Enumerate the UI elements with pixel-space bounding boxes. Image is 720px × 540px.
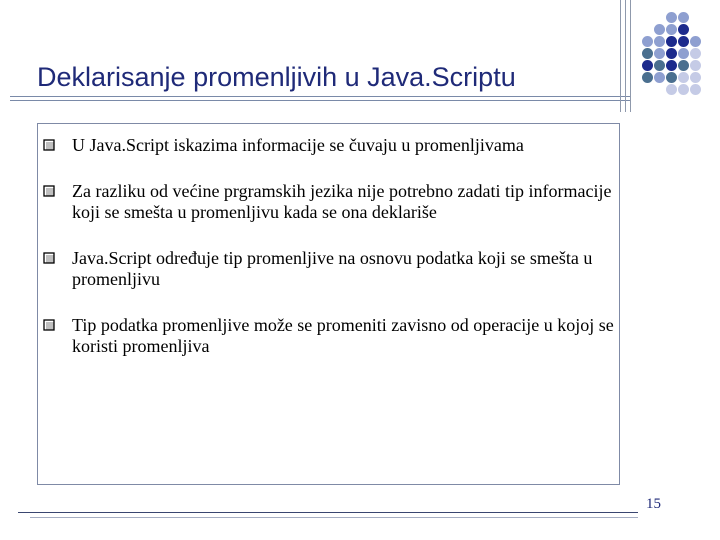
bullet-list bbox=[42, 135, 617, 382]
decorative-dot bbox=[654, 36, 665, 47]
title-rule-bottom bbox=[10, 100, 630, 101]
decorative-dot bbox=[666, 36, 677, 47]
bullet-text: U Java.Script iskazima informacije se čuvaju u promenljivama bbox=[72, 135, 524, 155]
decorative-dot bbox=[666, 84, 677, 95]
footer-rule-light bbox=[30, 517, 638, 518]
decorative-dot bbox=[666, 48, 677, 59]
decorative-dot bbox=[690, 36, 701, 47]
decorative-dot bbox=[666, 72, 677, 83]
vertical-rule-1 bbox=[620, 0, 621, 112]
decorative-dot bbox=[690, 60, 701, 71]
checkbox-bullet-icon bbox=[43, 185, 55, 197]
decorative-dot bbox=[678, 48, 689, 59]
decorative-dot bbox=[678, 12, 689, 23]
decorative-dot bbox=[678, 60, 689, 71]
footer-rule bbox=[18, 512, 638, 513]
vertical-rule-3 bbox=[630, 0, 631, 112]
decorative-dot bbox=[642, 72, 653, 83]
list-item bbox=[42, 135, 617, 156]
bullet-text: Za razliku od većine prgramskih jezika nije potrebno zadati tip informacije koji se smešta u promenljivu kada se ona deklariše bbox=[72, 181, 612, 222]
vertical-rule-2 bbox=[625, 0, 626, 112]
decorative-dot bbox=[642, 48, 653, 59]
bullet-text: Java.Script određuje tip promenljive na osnovu podatka koji se smešta u promenljivu bbox=[72, 248, 593, 289]
checkbox-bullet-icon bbox=[43, 319, 55, 331]
decorative-dot bbox=[666, 60, 677, 71]
decorative-dot bbox=[654, 72, 665, 83]
title-rule-top bbox=[10, 96, 630, 97]
decorative-dot bbox=[678, 84, 689, 95]
slide-title: Deklarisanje promenljivih u Java.Scriptu bbox=[37, 62, 516, 92]
checkbox-bullet-icon bbox=[43, 139, 55, 151]
decorative-dot bbox=[654, 60, 665, 71]
bullet-text: Tip podatka promenljive može se promeniti zavisno od operacije u kojoj se koristi promenljiva bbox=[72, 315, 614, 356]
decorative-dot bbox=[678, 36, 689, 47]
decorative-dot bbox=[666, 12, 677, 23]
decorative-dot bbox=[678, 72, 689, 83]
decorative-dot bbox=[654, 48, 665, 59]
decorative-dot bbox=[678, 24, 689, 35]
decorative-dot bbox=[642, 36, 653, 47]
list-item bbox=[42, 248, 617, 290]
list-item bbox=[42, 315, 617, 357]
decorative-dot bbox=[642, 60, 653, 71]
list-item bbox=[42, 181, 617, 223]
decorative-dot bbox=[654, 24, 665, 35]
decorative-dot bbox=[690, 48, 701, 59]
decorative-dot bbox=[690, 72, 701, 83]
page-number: 15 bbox=[646, 496, 661, 512]
decorative-dot bbox=[666, 24, 677, 35]
decorative-dot bbox=[690, 84, 701, 95]
checkbox-bullet-icon bbox=[43, 252, 55, 264]
